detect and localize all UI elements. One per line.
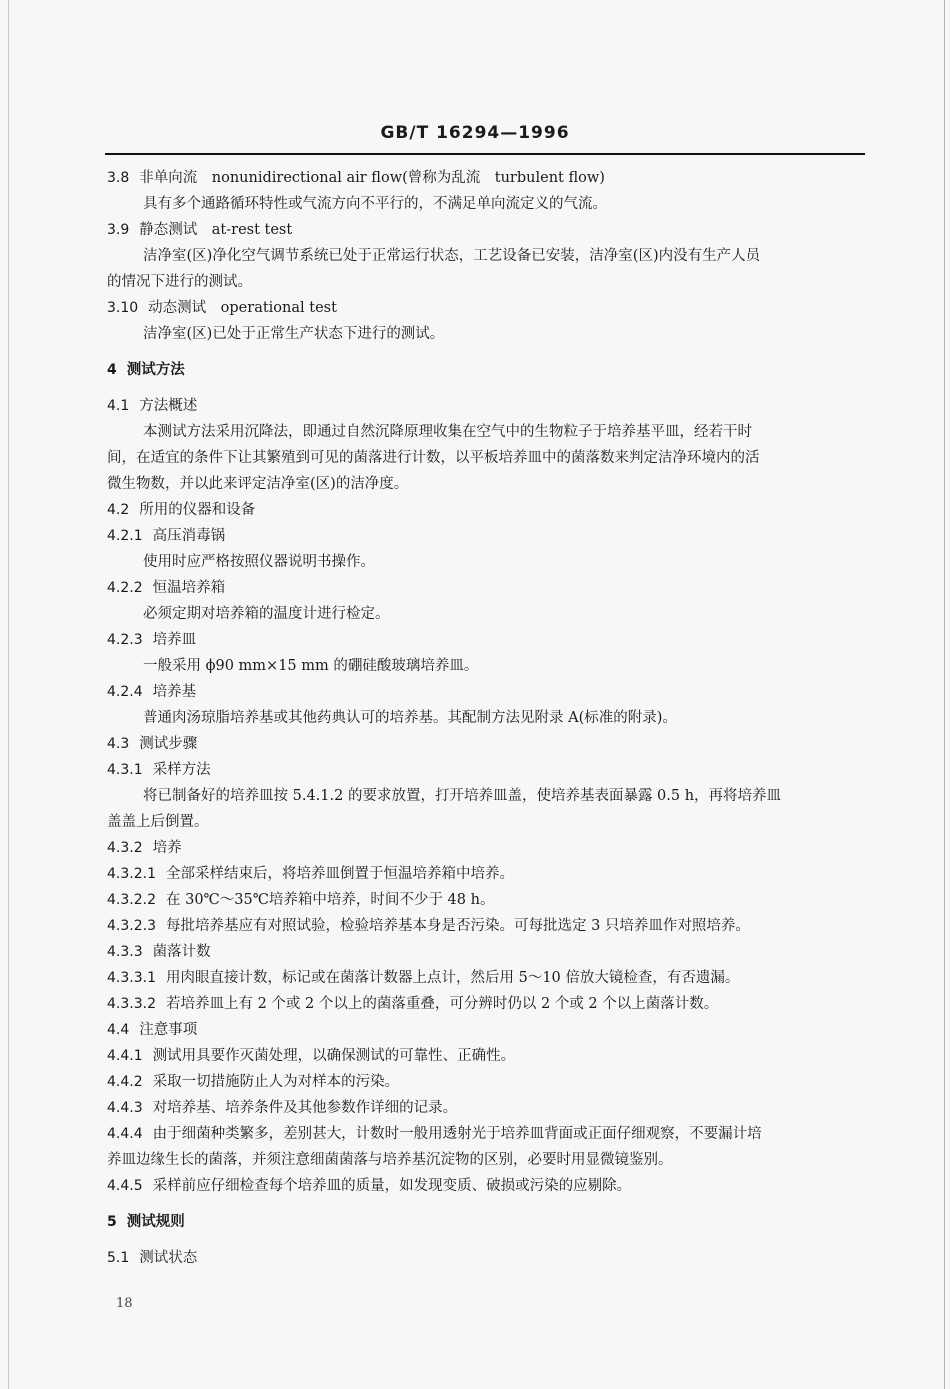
paragraph-line: 养皿边缘生长的菌落，并须注意细菌菌落与培养基沉淀物的区别，必要时用显微镜鉴别。 [107, 1152, 673, 1168]
clause-4-2-1 [107, 523, 867, 549]
paragraph-line: 使用时应严格按照仪器说明书操作。 [143, 554, 375, 570]
clause-number: 3.8 [107, 170, 130, 186]
clause-5-1 [107, 1245, 867, 1271]
paragraph-line: 具有多个通路循环特性或气流方向不平行的，不满足单向流定义的气流。 [143, 196, 607, 212]
clause-3-10 [107, 295, 867, 321]
clause-3-8 [107, 165, 867, 191]
clause-title: 测试状态 [139, 1250, 198, 1266]
clause-text: 若培养皿上有 2 个或 2 个以上的菌落重叠，可分辨时仍以 2 个或 2 个以上菌落计数。 [165, 996, 719, 1012]
clause-title: 静态测试 at-rest test [139, 222, 293, 238]
scan-edge-right [944, 0, 945, 1389]
clause-title: 高压消毒锅 [152, 528, 226, 544]
clause-4-3 [107, 731, 867, 757]
clause-number: 4.2.3 [107, 632, 143, 648]
clause-title: 所用的仪器和设备 [139, 502, 256, 518]
paragraph-line: 一般采用 ϕ90 mm×15 mm 的硼硅酸玻璃培养皿。 [143, 658, 479, 674]
clause-4-3-2-1 [107, 861, 867, 887]
clause-title: 动态测试 operational test [148, 300, 337, 316]
clause-number: 4.1 [107, 398, 130, 414]
clause-4-4-1 [107, 1043, 867, 1069]
standard-code-header: GB/T 16294—1996 [380, 123, 570, 143]
paragraph-line: 洁净室(区)已处于正常生产状态下进行的测试。 [143, 326, 445, 342]
clause-number: 4.2.1 [107, 528, 143, 544]
clause-title: 恒温培养箱 [152, 580, 226, 596]
clause-number: 4.3.2.2 [107, 892, 156, 908]
clause-text: 在 30℃～35℃培养箱中培养，时间不少于 48 h。 [165, 892, 495, 908]
clause-number: 4.2 [107, 502, 130, 518]
clause-number: 4.4.4 [107, 1126, 143, 1142]
clause-text: 采取一切措施防止人为对样本的污染。 [152, 1074, 400, 1090]
clause-4-4-3 [107, 1095, 867, 1121]
clause-number: 4.3.3.1 [107, 970, 156, 986]
document-body [107, 165, 867, 1271]
clause-number: 3.10 [107, 300, 139, 316]
clause-number: 4.3.3 [107, 944, 143, 960]
section-number: 4 [107, 362, 117, 378]
clause-title: 方法概述 [139, 398, 198, 414]
paragraph-line: 微生物数，并以此来评定洁净室(区)的洁净度。 [107, 476, 409, 492]
clause-title: 菌落计数 [152, 944, 211, 960]
paragraph-line: 的情况下进行的测试。 [107, 274, 252, 290]
clause-number: 4.3.2 [107, 840, 143, 856]
clause-4-3-3-2 [107, 991, 867, 1017]
clause-4-1 [107, 393, 867, 419]
clause-number: 3.9 [107, 222, 130, 238]
clause-4-2-2 [107, 575, 867, 601]
clause-number: 4.4.5 [107, 1178, 143, 1194]
clause-4-3-2-3 [107, 913, 867, 939]
clause-number: 4.3 [107, 736, 130, 752]
page-number: 18 [116, 1296, 133, 1311]
clause-number: 4.4.2 [107, 1074, 143, 1090]
paragraph-line: 盖盖上后倒置。 [107, 814, 209, 830]
clause-title: 非单向流 nonunidirectional air flow(曾称为乱流 turbulent flow) [139, 170, 605, 186]
clause-4-3-2 [107, 835, 867, 861]
clause-text: 对培养基、培养条件及其他参数作详细的记录。 [152, 1100, 458, 1116]
clause-4-4-4 [107, 1121, 867, 1147]
clause-4-3-3 [107, 939, 867, 965]
clause-4-3-1 [107, 757, 867, 783]
paragraph-line: 必须定期对培养箱的温度计进行检定。 [143, 606, 390, 622]
clause-number: 4.4 [107, 1022, 130, 1038]
clause-4-4 [107, 1017, 867, 1043]
paragraph-line: 将已制备好的培养皿按 5.4.1.2 的要求放置，打开培养皿盖，使培养基表面暴露 0.5 h，再将培养皿 [143, 788, 782, 804]
clause-number: 4.3.3.2 [107, 996, 156, 1012]
clause-number: 4.3.2.3 [107, 918, 156, 934]
header-rule [105, 153, 865, 155]
paragraph-line: 本测试方法采用沉降法，即通过自然沉降原理收集在空气中的生物粒子于培养基平皿，经若干时 [143, 424, 752, 440]
clause-number: 4.2.4 [107, 684, 143, 700]
clause-text: 采样前应仔细检查每个培养皿的质量，如发现变质、破损或污染的应剔除。 [152, 1178, 632, 1194]
paragraph-line: 间，在适宜的条件下让其繁殖到可见的菌落进行计数，以平板培养皿中的菌落数来判定洁净环境内的活 [107, 450, 760, 466]
clause-title: 采样方法 [152, 762, 211, 778]
clause-4-3-2-2 [107, 887, 867, 913]
clause-4-2-3 [107, 627, 867, 653]
clause-4-4-5 [107, 1173, 867, 1199]
section-number: 5 [107, 1214, 117, 1230]
section-5-heading [107, 1209, 867, 1235]
scan-edge-left [8, 0, 9, 1389]
clause-number: 4.2.2 [107, 580, 143, 596]
clause-text: 全部采样结束后，将培养皿倒置于恒温培养箱中培养。 [165, 866, 514, 882]
section-title: 测试方法 [126, 361, 185, 378]
clause-title: 测试步骤 [139, 736, 198, 752]
clause-text: 由于细菌种类繁多，差别甚大，计数时一般用透射光于培养皿背面或正面仔细观察，不要漏计培 [152, 1126, 762, 1142]
clause-number: 5.1 [107, 1250, 130, 1266]
clause-number: 4.4.3 [107, 1100, 143, 1116]
paragraph-line: 洁净室(区)净化空气调节系统已处于正常运行状态，工艺设备已安装，洁净室(区)内没有生产人员 [143, 248, 761, 264]
clause-3-9 [107, 217, 867, 243]
section-4-heading [107, 357, 867, 383]
clause-number: 4.3.1 [107, 762, 143, 778]
clause-text: 测试用具要作灭菌处理，以确保测试的可靠性、正确性。 [152, 1048, 516, 1064]
clause-title: 注意事项 [139, 1022, 198, 1038]
clause-title: 培养基 [152, 684, 197, 700]
paragraph-line: 普通肉汤琼脂培养基或其他药典认可的培养基。其配制方法见附录 A(标准的附录)。 [143, 710, 677, 726]
clause-4-2-4 [107, 679, 867, 705]
clause-number: 4.4.1 [107, 1048, 143, 1064]
clause-title: 培养皿 [152, 632, 197, 648]
clause-title: 培养 [152, 840, 182, 856]
section-title: 测试规则 [126, 1213, 185, 1230]
clause-4-3-3-1 [107, 965, 867, 991]
clause-4-2 [107, 497, 867, 523]
clause-number: 4.3.2.1 [107, 866, 156, 882]
clause-text: 每批培养基应有对照试验，检验培养基本身是否污染。可每批选定 3 只培养皿作对照培养。 [165, 918, 750, 934]
clause-text: 用肉眼直接计数，标记或在菌落计数器上点计，然后用 5～10 倍放大镜检查，有否遗漏。 [165, 970, 740, 986]
clause-4-4-2 [107, 1069, 867, 1095]
